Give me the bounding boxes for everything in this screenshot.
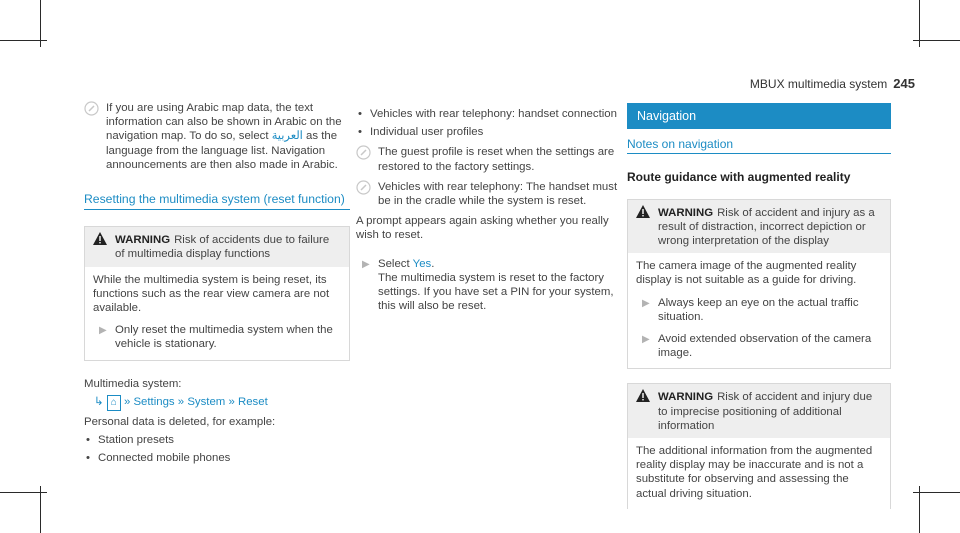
- note-tail: as the language from the language list. Navigation announcements are then also made in Arabic.: [106, 130, 338, 171]
- crop-mark: [919, 486, 920, 533]
- warning-step: [636, 296, 882, 324]
- yes-option: Yes: [412, 257, 432, 270]
- crop-mark: [0, 40, 47, 41]
- chevron-icon: »: [177, 395, 185, 408]
- warning-box: [84, 226, 350, 360]
- arabic-option: العربية: [271, 130, 303, 143]
- crop-mark: [913, 40, 960, 41]
- warning-header: [628, 200, 890, 254]
- path-settings: Settings: [133, 395, 175, 408]
- warning-step: [93, 323, 341, 351]
- warning-text: Risk of accidents due to failure of multimedia display functions: [115, 234, 330, 261]
- warning-text: Risk of accident and injury due to imprecise positioning of additional information: [658, 391, 873, 432]
- chevron-icon: »: [123, 395, 131, 408]
- home-icon: ⌂: [107, 395, 121, 411]
- warning-box: [627, 199, 891, 370]
- column-middle: [356, 103, 618, 313]
- step-text: Only reset the multimedia system when the vehicle is stationary.: [115, 324, 333, 351]
- warning-body: [85, 267, 349, 360]
- list-item: • Station presets: [84, 433, 350, 447]
- header-title: MBUX multimedia system: [749, 77, 888, 91]
- warning-icon: [93, 232, 107, 245]
- path-arrow-icon: ↳: [94, 395, 104, 408]
- warning-title: WARNING: [658, 391, 714, 404]
- running-header: [750, 76, 915, 91]
- note-text: If you are using Arabic map data, the text information can also be shown in Arabic on the navigation map. To do so, select: [106, 102, 342, 143]
- info-note: [356, 180, 618, 208]
- path-reset: Reset: [237, 395, 268, 408]
- step-arrow-icon: ▶: [362, 258, 370, 270]
- page-number: 245: [893, 76, 915, 91]
- warning-text: Risk of accident and injury as a result of distraction, incorrect depiction or wrong interpretation of the display: [658, 206, 875, 248]
- column-right: [627, 103, 891, 509]
- path-system: System: [187, 395, 226, 408]
- warning-step: [636, 332, 882, 360]
- crop-mark: [0, 492, 47, 493]
- warning-body-text: While the multimedia system is being reset, its functions such as the rear view camera are not available.: [93, 273, 330, 315]
- step-text: Always keep an eye on the actual traffic situation.: [658, 296, 859, 323]
- menu-path: [94, 395, 350, 411]
- topic-heading: Route guidance with augmented reality: [627, 170, 851, 185]
- info-note: [84, 101, 350, 172]
- info-icon: [84, 101, 99, 116]
- step-arrow-icon: ▶: [642, 334, 650, 346]
- prompt-text: A prompt appears again asking whether you really wish to reset.: [356, 215, 609, 242]
- chevron-icon: »: [228, 395, 235, 408]
- column-left: [84, 101, 350, 470]
- warning-body-text: The camera image of the augmented reality display is not suitable as a guide for driving.: [636, 260, 857, 287]
- instruction-step: ▶ Select Yes. The multimedia system is reset to the factory settings. If you have set a PIN for your system, this will also be reset.: [356, 257, 618, 314]
- info-note: [356, 145, 618, 173]
- warning-header: [85, 227, 349, 266]
- warning-icon: [636, 205, 650, 218]
- section-heading: Resetting the multimedia system (reset function): [84, 192, 350, 210]
- list-item: • Individual user profiles: [356, 125, 618, 139]
- warning-body-text: The additional information from the augmented reality display may be inaccurate and is not a substitute for observing and assessing the actual driving situation.: [636, 445, 873, 500]
- deleted-text: Personal data is deleted, for example:: [84, 416, 276, 429]
- subsection-heading: Notes on navigation: [627, 137, 891, 154]
- info-icon: [356, 180, 371, 195]
- path-label: Multimedia system:: [84, 377, 182, 390]
- step-arrow-icon: ▶: [99, 325, 107, 337]
- result-text: The multimedia system is reset to the factory settings. If you have set a PIN for your system, this will also be reset.: [378, 271, 614, 313]
- select-label: Select: [378, 257, 410, 270]
- note-text: Vehicles with rear telephony: The handset must be in the cradle while the system is reset.: [378, 180, 618, 208]
- warning-body: [628, 253, 890, 368]
- note-text: The guest profile is reset when the settings are restored to the factory settings.: [378, 146, 615, 173]
- crop-mark: [40, 486, 41, 533]
- warning-title: WARNING: [115, 234, 171, 247]
- warning-header: [628, 384, 890, 438]
- step-arrow-icon: ▶: [642, 297, 650, 309]
- info-icon: [356, 145, 371, 160]
- chapter-bar: Navigation: [627, 103, 891, 129]
- list-item: • Vehicles with rear telephony: handset connection: [356, 107, 618, 121]
- step-text: Avoid extended observation of the camera image.: [658, 333, 872, 360]
- crop-mark: [913, 492, 960, 493]
- warning-icon: [636, 389, 650, 402]
- warning-body: [628, 438, 890, 509]
- warning-box: [627, 383, 891, 508]
- warning-title: WARNING: [658, 206, 714, 219]
- list-item: • Connected mobile phones: [84, 451, 350, 465]
